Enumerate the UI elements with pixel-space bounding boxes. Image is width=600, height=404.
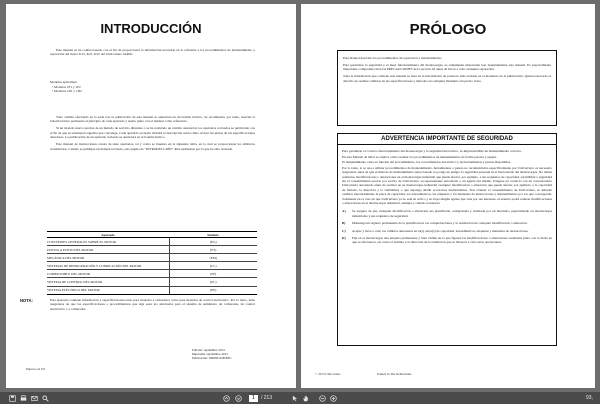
column-header-symbol: Símbolo: [169, 232, 257, 238]
table-row: [47, 254, 257, 262]
hand-tool-icon[interactable]: [301, 392, 310, 404]
page-total: / 213: [261, 395, 273, 401]
list-letter: A): [342, 209, 346, 214]
edition-line: Impresión: septiembre 2013: [192, 352, 228, 357]
column-header-section: Apartado: [47, 232, 169, 238]
page-title: INTRODUCCIÓN: [100, 21, 202, 36]
paragraph: Este manual de instrucciones consta de siete apartados, tal y como se muestra en la siguiente tabla, en la cual se proporcionan los símbolos actualizados. Cuando se publique un manual revisado, esta página de "INTRODUCCIÓN" debe sustituirse por la que ha sido revisada.: [50, 142, 255, 151]
paragraph: Para garantizar el correcto funcionamiento del montacargas y la seguridad del técnico, es imprescindible un mantenimiento correcto.: [342, 149, 522, 153]
paragraph: En este Manual de taller se explica cómo realizar los procedimientos de mantenimiento de forma precisa y segura.: [342, 154, 497, 159]
zoom-level[interactable]: 93,: [586, 395, 593, 401]
symbol-cell: (EG): [169, 238, 257, 246]
copyright-text: © 2013 UniCarriers: [315, 372, 341, 376]
sections-table: [47, 231, 257, 295]
save-icon[interactable]: [8, 392, 17, 404]
page-introduccion: [6, 4, 296, 388]
body-text: [50, 115, 255, 154]
symbol-cell: (EF): [169, 270, 257, 278]
list-text: Se asegure de que cualquier modificación o alteración sea planificada, comprobada y realizada por un mecánico especializado en montacargas industriales y sus requisitos de seguridad.: [352, 209, 552, 218]
paragraph: Este manual describe los procedimientos de reparación y mantenimiento.: [343, 56, 443, 60]
model-item: • Modelos 1F1 y 1F2: [52, 84, 81, 89]
paragraph: Por lo tanto, si se usa a utilizar procedimientos de mantenimiento, herramientas o piezas no recomendados específicamente por UniCarriers, es necesario asegurarse antes de que el método de mantenimiento seleccionado no ponga en peligro la seguridad personal ni el buen estado del montacargas. No deben realizarse modificaciones o alteraciones en el montacargas industrial que pueda afectar, por ejemplo, a sus requisitos de capacidad, estabilidad o seguridad sin el consentimiento previo por escrito de UniCarriers, su representante autorizado o un agente del mismo. Póngase en contacto con un concesionario UniCarriers autorizado antes de realizar en su montacargas industrial cualquier modificación o alteración que pueda afectar, por ejemplo, a la capacidad de frenado, la dirección y la visibilidad, o que suponga añadir accesorios desmontables. Tras obtener el consentimiento de UniCarriers, se deberán cambiar adecuadamente la placa de capacidad, los autoadhesivos, las etiquetas y los manuales de instrucciones y mantenimiento por los que corresponda. Solamente en el caso de que UniCarriers ya no esté en activo y no haya ningún agente que vele por sus intereses, el usuario podrá realizar modificaciones o alteraciones en el montacargas industrial, siempre y cuando el usuario:: [342, 165, 552, 206]
safety-warning-title: ADVERTENCIA IMPORTANTE DE SEGURIDAD: [338, 134, 556, 145]
page-navigator: [249, 394, 272, 402]
list-item: [342, 236, 552, 245]
table-row: [47, 238, 257, 246]
prologue-box: [337, 50, 557, 126]
search-icon[interactable]: [41, 392, 50, 404]
intro-text: Este manual se ha confeccionado con el fin de proporcionar la información necesaria en lo referente a los procedimientos de mantenimiento y reparación del motor K15, K21, K25 del UniCarriers forklift.: [50, 48, 255, 57]
list-text: Fije en el montacargas una etiqueta permanente y bien visible en la que figuren las modificaciones o alteraciones realizadas junto con la fecha en que se efectuaron, así como el nombre y la dirección de la entidad en que se llevaron a cabo estas operaciones.: [352, 236, 552, 245]
zoom-out-icon[interactable]: [318, 392, 327, 404]
section-cell: MECÁNICA DEL MOTOR: [47, 254, 169, 262]
list-text: Mantenga un registro permanente de la planificación, las comprobaciones y la realización de cualquier modificación o alteración.: [352, 221, 528, 226]
list-letter: C): [342, 228, 346, 233]
models-list: [50, 80, 82, 94]
edition-line: Publicación: SM09E-K0NE0U: [192, 356, 232, 361]
list-letter: D): [342, 236, 346, 241]
page-title: PRÓLOGO: [409, 21, 487, 38]
list-text: Acepte y lleve a cabo los cambios adecuados en la(s) placa(s) de capacidad, autoadhesivos, etiquetas y manuales de instrucciones.: [352, 228, 529, 233]
table-row: [47, 262, 257, 270]
paragraph: Para garantizar la seguridad y el buen funcionamiento del montacargas, es sumamente importante leer detenidamente este manual. Es especialmente importante comprender bien las PRECAUCIONES de la sección GI antes de llevar a cabo cualquier reparación.: [343, 63, 551, 72]
section-cell: COMBUSTIBLE DEL MOTOR: [47, 270, 169, 278]
paragraph: Toda la información que contiene este manual se basa en la información de producto más reciente en el momento de la publicación. Queda reservado el derecho de realizar cambios en las especificaciones y métodos en cualquier momento sin previo aviso.: [343, 74, 551, 83]
intro-paragraph: [50, 48, 255, 59]
printed-in-note: Printed in The Netherlands: [377, 372, 412, 376]
model-item: • Modelos 1D1 y 1D2: [52, 89, 82, 94]
paragraph: Si un modelo nuevo precisa de un método de servicio diferente o se ha realizado un cambio sustancial, los apartados revisados se publicarán con el fin de que se sustituyan aquellos que convenga. Cada apartado revisado incluirá la descripción sobre cómo revisar las piezas de las especificaciones anteriores. La publicación de un apartado revisado se anunciará en el boletín técnico.: [50, 126, 255, 140]
print-icon[interactable]: [19, 392, 28, 404]
symbol-cell: (ET): [169, 246, 257, 254]
section-cell: SISTEMAS DE REFRIGERACIÓN Y LUBRICACIÓN DEL MOTOR: [47, 262, 169, 270]
note-label: NOTA:: [20, 298, 33, 303]
table-row: [47, 270, 257, 278]
paragraph: Todo cambio efectuado en la serie tras la publicación de este manual se anunciará en un boletín técnico. Se recomienda, por tanto, insertar el boletín técnico pertinente al principio de cada apartado y usarlo junto con el manual como referencia.: [50, 115, 255, 124]
paragraph: El mantenimiento varía en función del procedimiento, los conocimientos del técnico y las herramientas y piezas disponibles.: [342, 160, 511, 165]
symbol-cell: (LC): [169, 262, 257, 270]
edition-line: Edición: septiembre 2013: [192, 348, 225, 352]
prologue-text: [338, 51, 556, 91]
symbol-cell: (EE): [169, 286, 257, 294]
zoom-in-icon[interactable]: [329, 392, 338, 404]
list-item: [342, 221, 552, 225]
table-row: [47, 246, 257, 254]
symbol-cell: (EM): [169, 254, 257, 262]
table-row: [47, 286, 257, 294]
safety-warning-box: [337, 133, 557, 346]
select-cursor-icon[interactable]: [290, 392, 299, 404]
symbol-cell: (EC): [169, 278, 257, 286]
section-cell: CUESTIONES GENERALES SOBRE EL MOTOR: [47, 238, 169, 246]
printed-in-note: Impreso en UE: [26, 367, 46, 371]
models-heading: Modelos aplicables:: [50, 80, 78, 84]
note-block: [50, 298, 255, 314]
viewer-toolbar: [0, 392, 600, 404]
page-prologo: [301, 4, 595, 388]
page-number-input[interactable]: [249, 395, 258, 402]
list-letter: B): [342, 221, 346, 226]
section-cell: SISTEMA DE CONTROL DEL MOTOR: [47, 278, 169, 286]
list-item: [342, 209, 552, 218]
section-cell: PUESTA A PUNTO DEL MOTOR: [47, 246, 169, 254]
note-text: Este apartado contiene información y especificaciones tanto para modelos a carburador como para modelos de control electrónico. Por lo tanto, debe asegurarse de que las especificaciones o procedimientos que siga sean los adecuados para el sistema de suministro de carburante, de control electrónico o a carburador.: [50, 298, 255, 311]
section-cell: SISTEMA ELÉCTRICO DEL MOTOR: [47, 286, 169, 294]
page-up-icon[interactable]: [222, 392, 231, 404]
list-item: [342, 229, 552, 233]
email-icon[interactable]: [30, 392, 39, 404]
safety-warning-body: [338, 145, 556, 245]
edition-info: [192, 348, 232, 361]
table-row: [47, 278, 257, 286]
page-down-icon[interactable]: [234, 392, 243, 404]
